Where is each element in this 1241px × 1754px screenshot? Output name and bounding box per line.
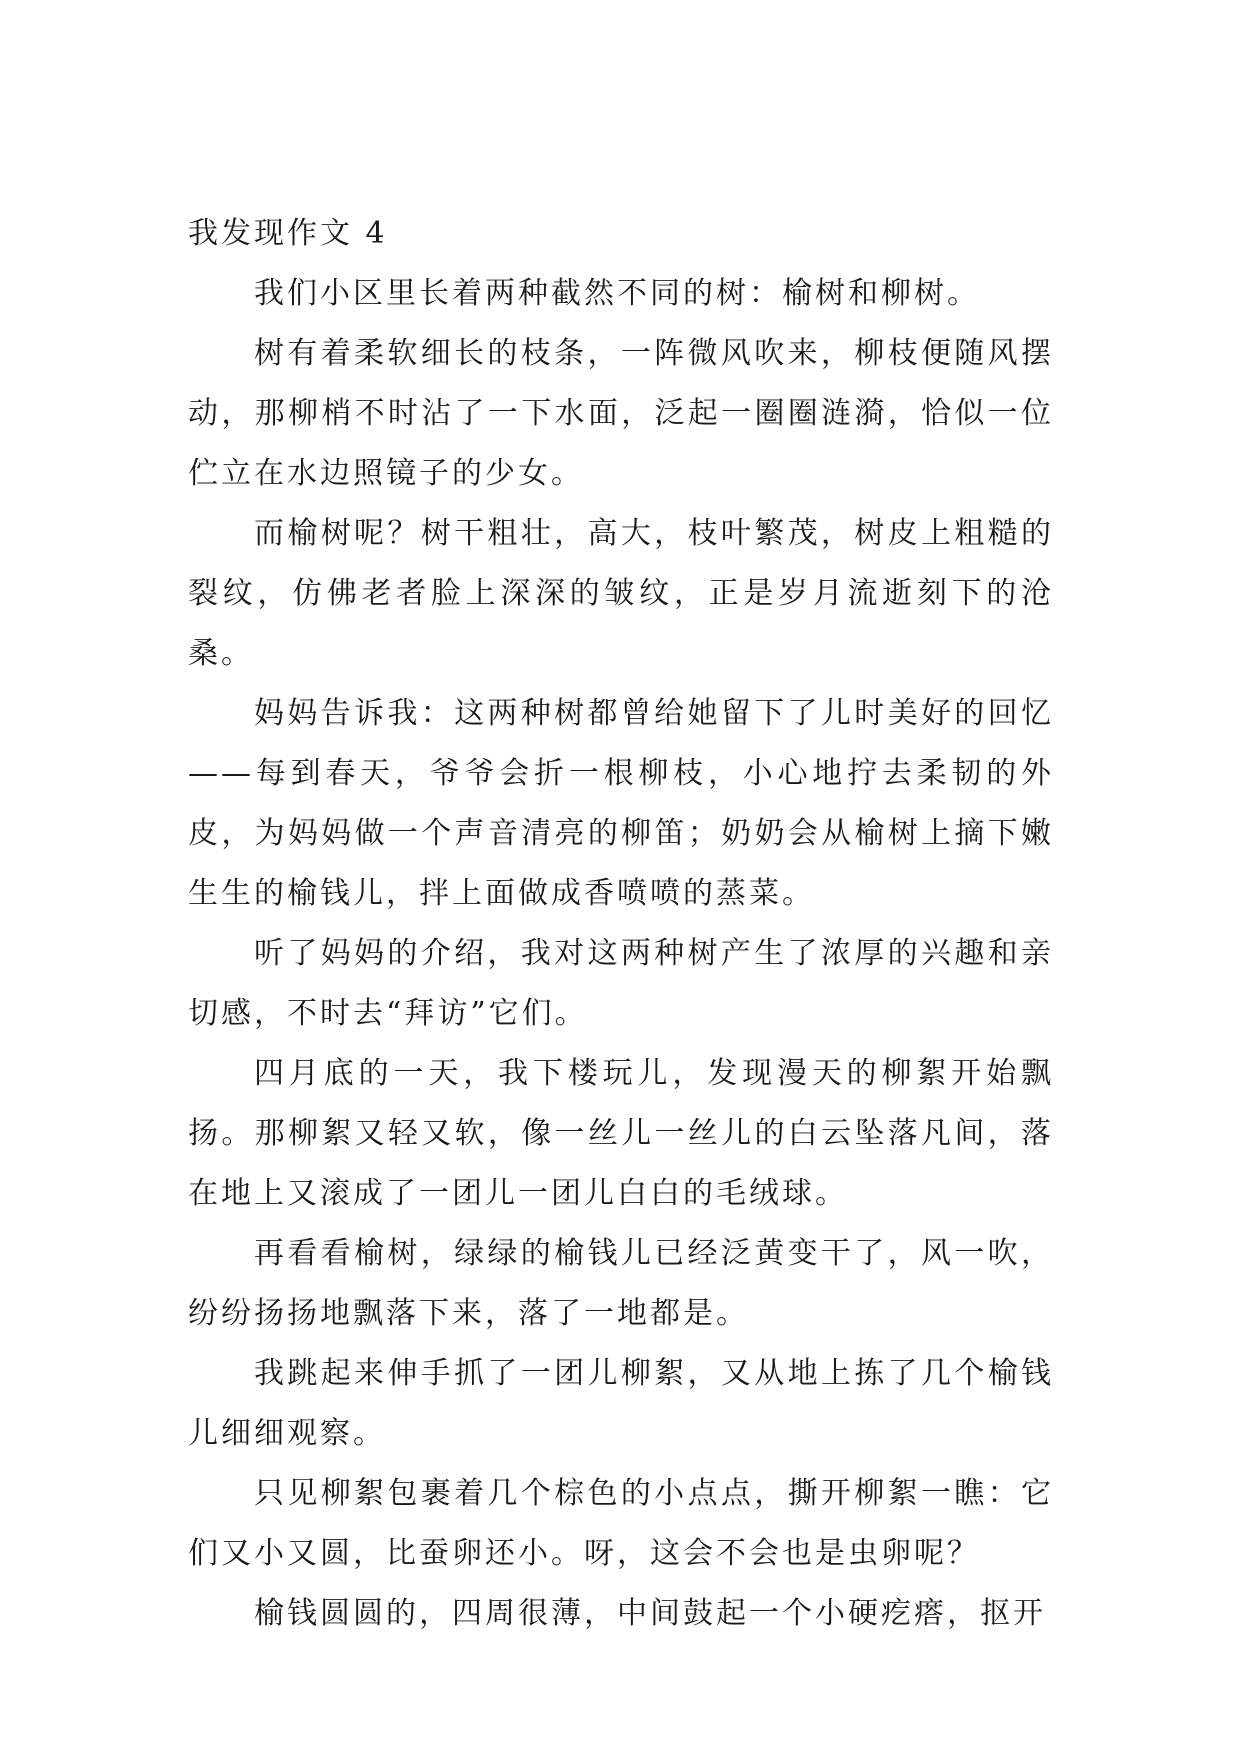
paragraph: 再看看榆树，绿绿的榆钱儿已经泛黄变干了，风一吹，纷纷扬扬地飘落下来，落了一地都是。 [188, 1236, 1054, 1331]
document-body [188, 204, 1054, 1644]
paragraph: 而榆树呢？树干粗壮，高大，枝叶繁茂，树皮上粗糙的裂纹，仿佛老者脸上深深的皱纹，正是岁月流逝刻下的沧桑。 [188, 516, 1054, 671]
document-title: 我发现作文 4 [188, 216, 388, 251]
paragraph: 我跳起来伸手抓了一团儿柳絮，又从地上拣了几个榆钱儿细细观察。 [188, 1356, 1054, 1451]
paragraph: 我们小区里长着两种截然不同的树：榆树和柳树。 [254, 276, 980, 311]
paragraph: 四月底的一天，我下楼玩儿，发现漫天的柳絮开始飘扬。那柳絮又轻又软，像一丝儿一丝儿的白云坠落凡间，落在地上又滚成了一团儿一团儿白白的毛绒球。 [188, 1056, 1054, 1211]
paragraph: 榆钱圆圆的，四周很薄，中间鼓起一个小硬疙瘩，抠开 [254, 1596, 1046, 1631]
paragraph: 只见柳絮包裹着几个棕色的小点点，撕开柳絮一瞧：它们又小又圆，比蚕卵还小。呀，这会不会也是虫卵呢？ [188, 1476, 1054, 1571]
paragraph: 妈妈告诉我：这两种树都曾给她留下了儿时美好的回忆——每到春天，爷爷会折一根柳枝，小心地拧去柔韧的外皮，为妈妈做一个声音清亮的柳笛；奶奶会从榆树上摘下嫩生生的榆钱儿，拌上面做成香喷喷的蒸菜。 [188, 696, 1054, 911]
paragraph: 树有着柔软细长的枝条，一阵微风吹来，柳枝便随风摆动，那柳梢不时沾了一下水面，泛起一圈圈涟漪，恰似一位伫立在水边照镜子的少女。 [188, 336, 1054, 491]
paragraph: 听了妈妈的介绍，我对这两种树产生了浓厚的兴趣和亲切感，不时去“拜访”它们。 [188, 936, 1054, 1031]
